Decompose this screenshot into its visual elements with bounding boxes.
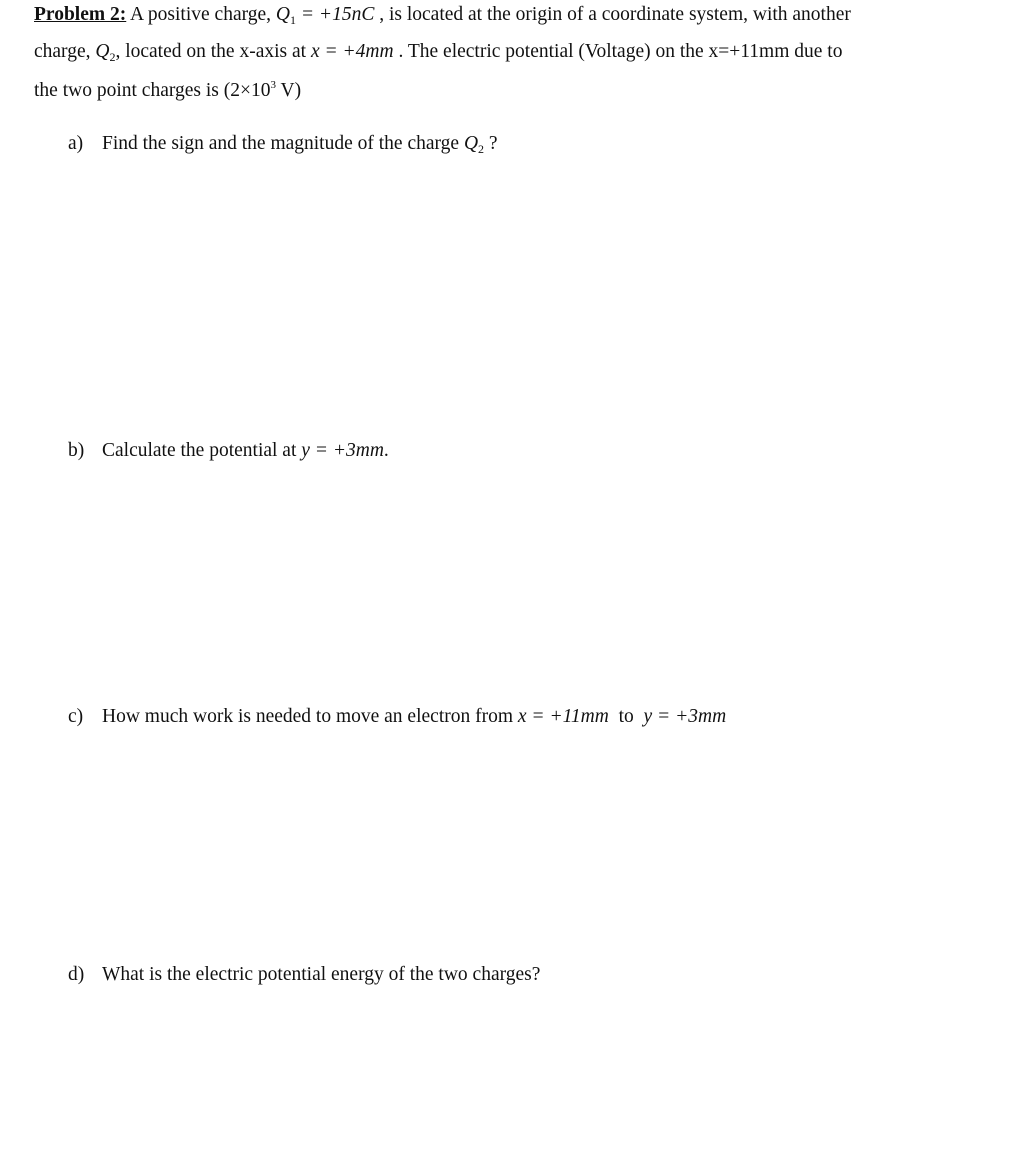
problem-line-1 (34, 4, 851, 28)
y-position-expression: y = +3mm (643, 706, 727, 727)
part-letter: c) (68, 706, 84, 727)
voltage-value: (2×10 (223, 80, 271, 101)
question-part-c (68, 706, 726, 728)
problem-heading: Problem 2: (34, 4, 127, 25)
problem-text: charge, (34, 41, 96, 62)
x-position-expression: x = +11mm (517, 706, 609, 727)
question-part-a (68, 133, 498, 157)
x-position-expression: x = +4mm (310, 41, 394, 62)
problem-text: the two point charges is (34, 80, 224, 101)
problem-text: , located on the x-axis at (115, 41, 311, 62)
problem-line-3 (34, 79, 301, 102)
problem-text: . The electric potential (Voltage) on the x=+11mm due to (393, 41, 843, 62)
question-text: How much work is needed to move an electron from (102, 706, 518, 727)
question-tail: . (383, 440, 389, 461)
question-tail: ? (484, 133, 498, 154)
q1-symbol: Q (275, 4, 291, 25)
question-text: Calculate the potential at (102, 440, 302, 461)
question-part-d (68, 964, 540, 986)
q2-subscript: 2 (478, 142, 485, 156)
problem-line-2 (34, 41, 842, 65)
part-letter: b) (68, 440, 85, 461)
question-text: What is the electric potential energy of the two charges? (102, 964, 541, 985)
q2-symbol: Q (95, 41, 110, 62)
q1-subscript: 1 (290, 13, 297, 27)
question-connector: to (608, 706, 644, 727)
problem-text: A positive charge, (126, 4, 276, 25)
y-position-expression: y = +3mm (301, 440, 384, 461)
problem-text: , is located at the origin of a coordinate system, with another (374, 4, 851, 25)
q2-subscript: 2 (109, 50, 116, 64)
voltage-unit: V) (276, 80, 302, 101)
part-letter: d) (68, 964, 85, 985)
voltage-exponent: 3 (270, 79, 276, 91)
question-part-b (68, 440, 389, 462)
q2-symbol: Q (463, 133, 479, 154)
q1-value: = +15nC (296, 4, 375, 25)
question-text: Find the sign and the magnitude of the charge (102, 133, 464, 154)
part-letter: a) (68, 133, 84, 154)
